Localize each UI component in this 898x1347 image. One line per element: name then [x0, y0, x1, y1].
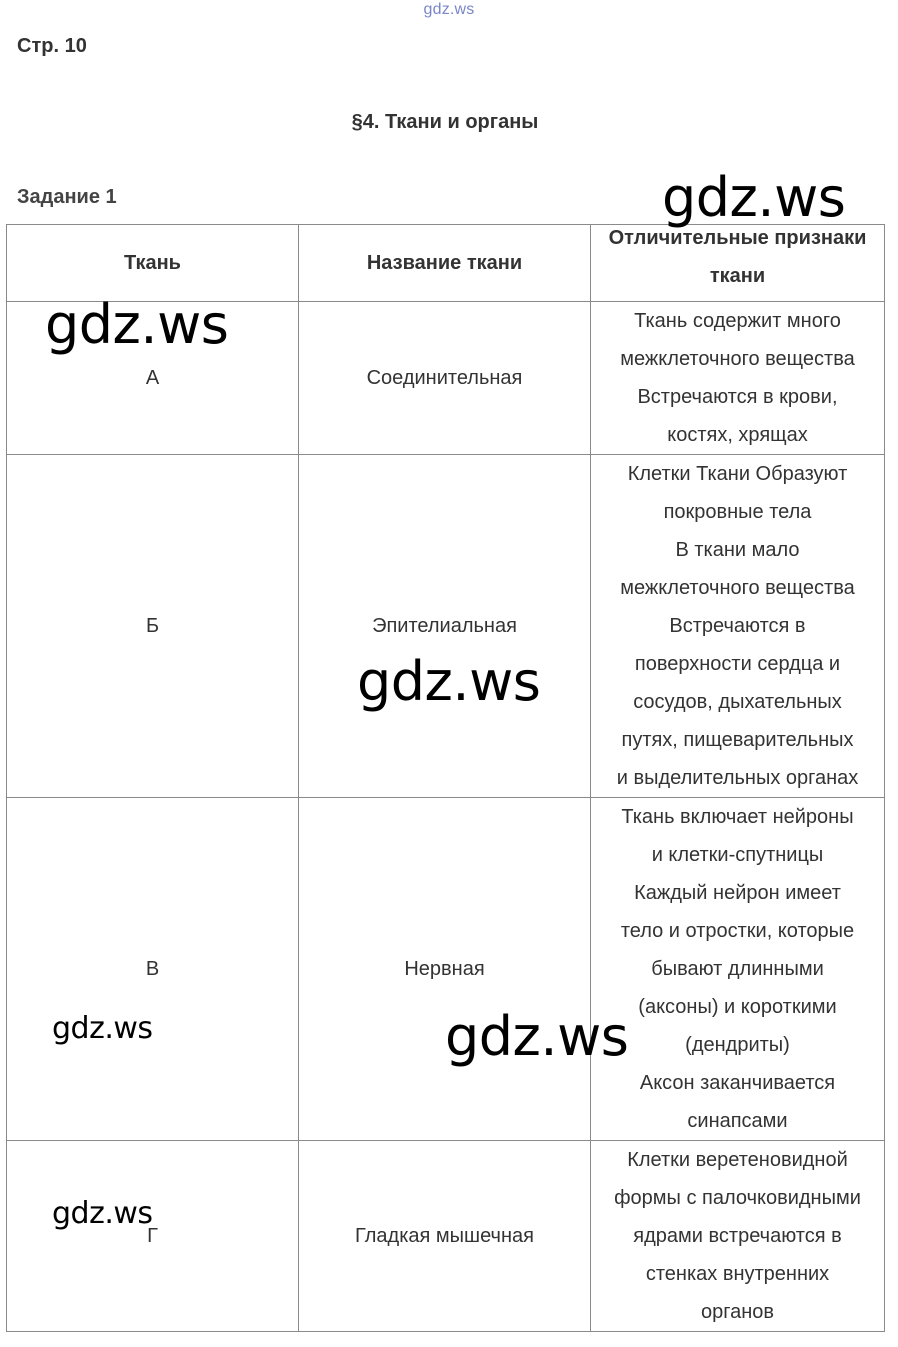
- feature-line: стенках внутренних: [645, 1263, 830, 1285]
- feature-line: Ткань включает нейроны: [621, 806, 854, 828]
- tissue-letter: В: [7, 798, 299, 1141]
- feature-line: Клетки веретеновидной: [627, 1149, 848, 1171]
- table-row: [7, 455, 885, 798]
- feature-line: (дендриты): [685, 1034, 790, 1056]
- feature-line: Каждый нейрон имеет: [634, 882, 841, 904]
- feature-line: сосудов, дыхательных: [633, 691, 842, 713]
- tissue-letter: Г: [7, 1141, 299, 1332]
- tissue-name: Нервная: [299, 798, 591, 1141]
- column-header-features-text: Отличительные признаки ткани: [608, 227, 867, 287]
- feature-line: Клетки Ткани Образуют: [627, 463, 848, 485]
- feature-line: костях, хрящах: [667, 424, 808, 446]
- feature-line: поверхности сердца и: [634, 653, 841, 675]
- column-header-tissue: Ткань: [7, 225, 299, 302]
- watermark: gdz.ws: [52, 1011, 153, 1046]
- section-title: §4. Ткани и органы: [351, 111, 539, 133]
- feature-line: Ткань содержит много: [634, 310, 841, 332]
- feature-line: ядрами встречаются в: [633, 1225, 842, 1247]
- feature-line: межклеточного вещества: [620, 348, 855, 370]
- feature-line: В ткани мало: [675, 539, 800, 561]
- column-header-tissue-name: Название ткани: [299, 225, 591, 302]
- page-reference: Стр. 10: [17, 35, 87, 57]
- feature-line: формы с палочковидными: [614, 1187, 861, 1209]
- tissue-features: [591, 1141, 885, 1332]
- feature-line: синапсами: [687, 1110, 788, 1132]
- tissue-letter: Б: [7, 455, 299, 798]
- feature-line: Встречаются в крови,: [637, 386, 838, 408]
- table-header-row: [7, 225, 885, 302]
- tissue-name: Гладкая мышечная: [299, 1141, 591, 1332]
- tissue-features: [591, 302, 885, 455]
- watermark-top: gdz.ws: [423, 1, 475, 18]
- tissue-table: [6, 224, 885, 1332]
- task-label: Задание 1: [17, 186, 117, 208]
- tissue-letter: А: [7, 302, 299, 455]
- feature-line: и клетки-спутницы: [651, 844, 824, 866]
- feature-line: и выделительных органах: [616, 767, 859, 789]
- feature-line: Встречаются в: [669, 615, 806, 637]
- tissue-features: [591, 455, 885, 798]
- feature-line: покровные тела: [663, 501, 812, 523]
- feature-line: путях, пищеварительных: [621, 729, 854, 751]
- feature-line: (аксоны) и короткими: [638, 996, 837, 1018]
- watermark: gdz.ws: [445, 1005, 629, 1068]
- feature-line: Аксон заканчивается: [639, 1072, 836, 1094]
- table-row: [7, 798, 885, 1141]
- table-row: [7, 1141, 885, 1332]
- watermark: gdz.ws: [45, 293, 229, 356]
- tissue-features: [591, 798, 885, 1141]
- feature-line: тело и отростки, которые: [620, 920, 855, 942]
- feature-line: органов: [700, 1301, 775, 1323]
- feature-line: межклеточного вещества: [620, 577, 855, 599]
- tissue-name: Соединительная: [299, 302, 591, 455]
- feature-line: бывают длинными: [651, 958, 824, 980]
- column-header-features: [591, 225, 885, 302]
- watermark: gdz.ws: [662, 166, 846, 229]
- tissue-name: Эпителиальная: [299, 455, 591, 798]
- watermark: gdz.ws: [52, 1196, 153, 1231]
- watermark: gdz.ws: [357, 650, 541, 713]
